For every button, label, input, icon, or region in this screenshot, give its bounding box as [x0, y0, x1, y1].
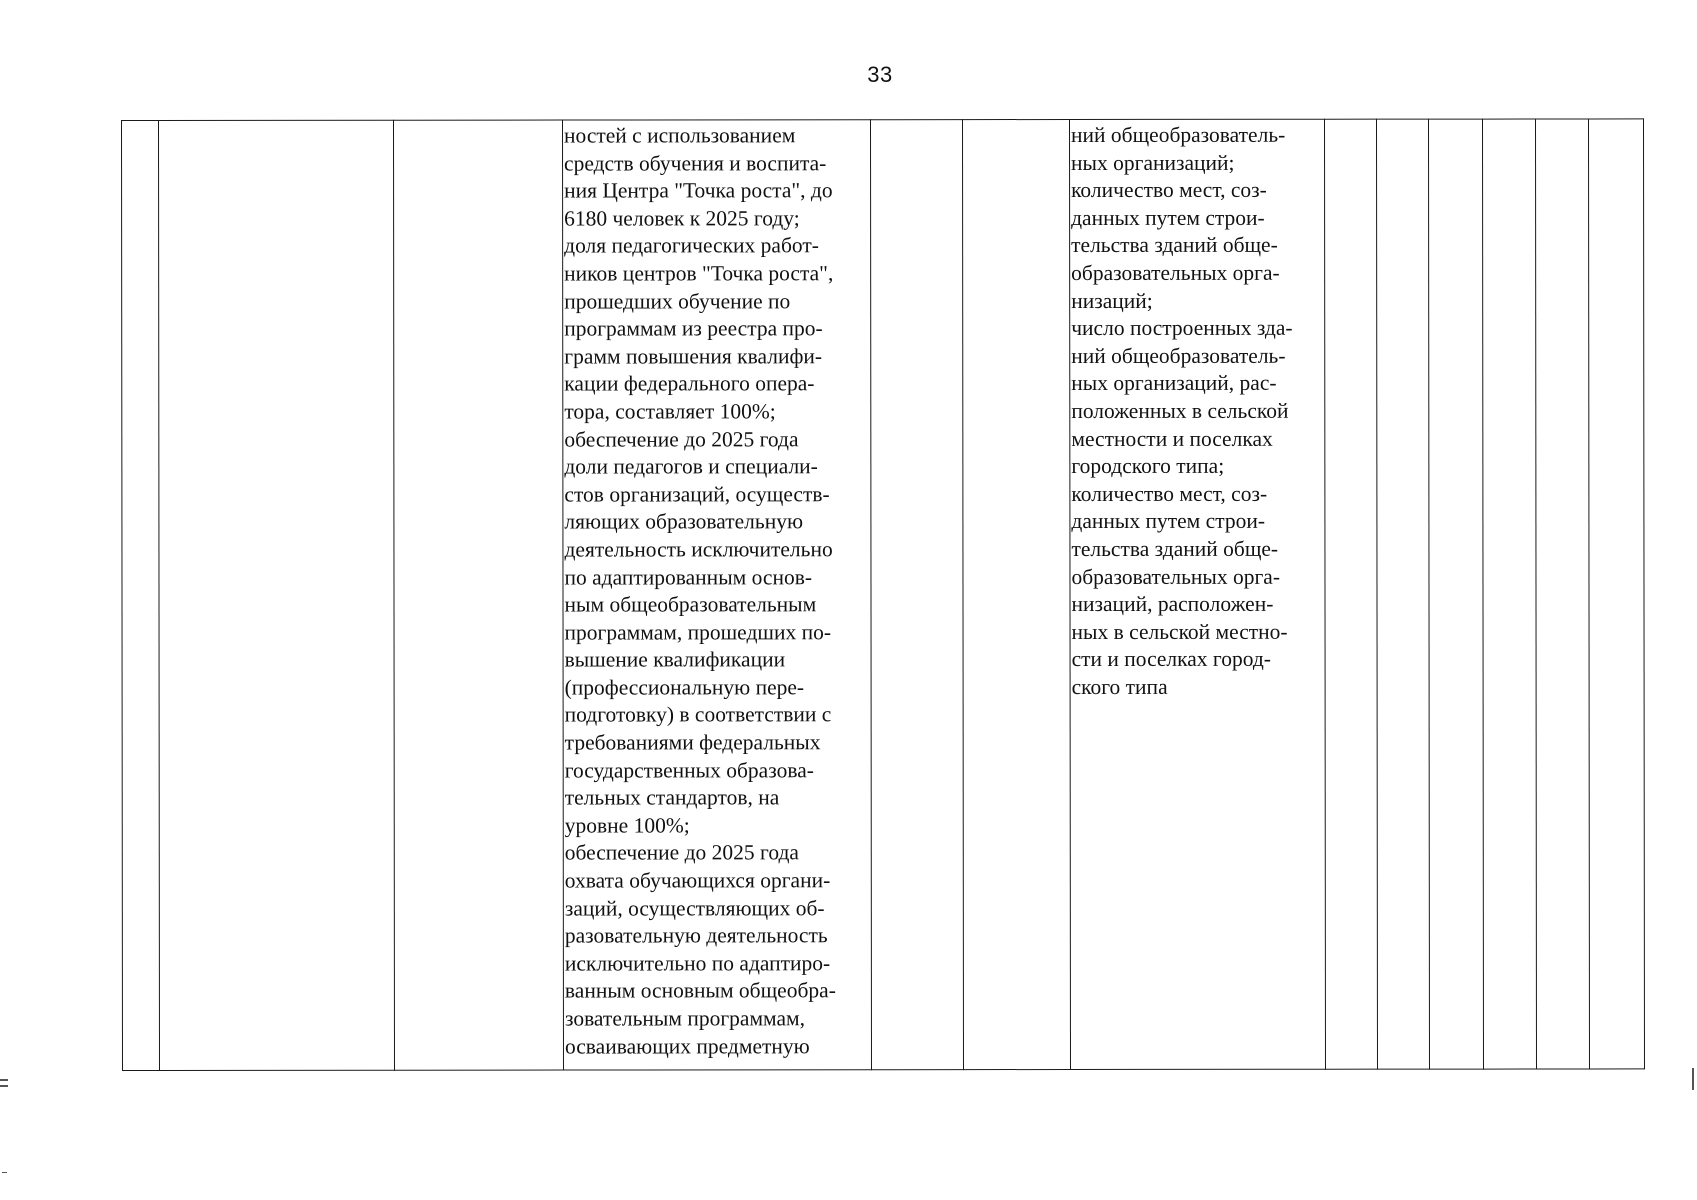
cell-year-4	[1482, 119, 1536, 1069]
results-text: ний общеобразователь- ных организаций; количество мест, соз- данных путем строи- тельства зданий обще- образовательных орга- низаций; число построенных зда- ний общеобразователь- ных организаций, рас- положенных в сельской местности и поселках городского типа; количество мест, соз- данных путем строи- тельства зданий обще- образовательных орга- низаций, расположен- ных в сельской местно- сти и поселках город- ского типа	[1071, 122, 1293, 699]
cell-period-end	[963, 120, 1071, 1070]
cell-year-1	[1324, 119, 1377, 1069]
left-margin-tick	[2, 1172, 7, 1173]
right-margin-mark	[1692, 1068, 1694, 1090]
left-margin-mark-2	[0, 1085, 8, 1087]
cell-period-start	[871, 120, 964, 1070]
cell-year-2	[1376, 119, 1429, 1069]
program-table	[121, 118, 1645, 1071]
page-number: 33	[867, 62, 893, 87]
table-row	[122, 119, 1645, 1071]
cell-indicators	[563, 120, 872, 1070]
cell-responsible	[394, 120, 564, 1070]
cell-year-3	[1428, 119, 1483, 1069]
left-margin-mark	[0, 1079, 8, 1081]
cell-number	[122, 120, 160, 1070]
cell-year-6	[1588, 119, 1644, 1069]
indicators-text: ностей с использованием средств обучения и воспита- ния Центра "Точка роста", до 6180 человек к 2025 году; доля педагогических работ- ников центров "Точка роста", прошедших обучение по программам из реестра про- грамм повышения квалифи- кации федерального опера- тора, составляет 100%; обеспечение до 2025 года доли педагогов и специали- стов организаций, осуществ- ляющих образовательную деятельность исключительно по адаптированным основ- ным общеобразовательным программам, прошедших по- вышение квалификации (профессиональную пере- подготовку) в соответствии с требованиями федеральных государственных образова- тельных стандартов, на уровне 100%; обеспечение до 2025 года охвата обучающихся органи- заций, осуществляющих об- разовательную деятельность исключительно по адаптиро- ванным основным общеобра- зовательным программам, осваивающих предметную	[564, 123, 836, 1059]
cell-results	[1070, 119, 1326, 1069]
cell-year-5	[1535, 119, 1589, 1069]
cell-task-name	[159, 120, 395, 1070]
